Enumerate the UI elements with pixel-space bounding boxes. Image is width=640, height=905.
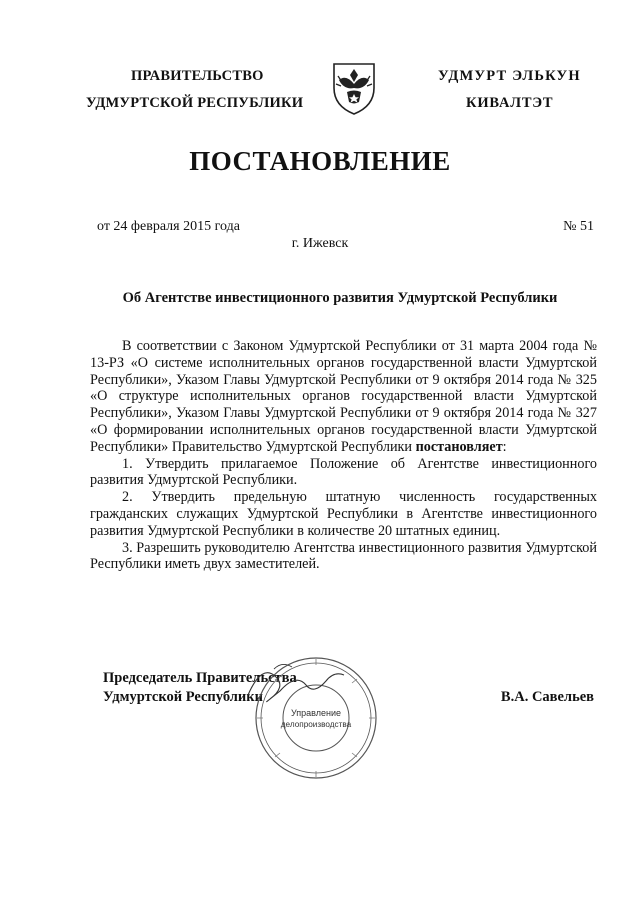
stamp-text-line2: делопроизводства [280,720,352,729]
issuer-name-ru-line2: УДМУРТСКОЙ РЕСПУБЛИКИ [86,95,304,111]
preamble-paragraph [90,338,597,456]
document-city: г. Ижевск [291,236,349,251]
decree-colon: : [502,438,507,455]
handwritten-signature [150,655,350,710]
coat-of-arms-emblem [330,60,378,116]
issuer-name-ru-line1: ПРАВИТЕЛЬСТВО [131,68,264,84]
preamble-text: В соответствии с Законом Удмуртской Республики от 31 марта 2004 года № 13-РЗ «О системе исполнительных органов государственной власти Удмуртской Республики», Указом Главы Удмуртской Республики от 9 октября 2014 года № 325 «О структуре исполнительных органов государственной власти Удмуртской Республики», Указом Главы Удмуртской Республики от 9 октября 2014 года № 327 «О формировании исполнительных органов государственной власти Удмуртской Республики» Правительство Удмуртской Республики [90,338,597,455]
issuer-name-udm-line2: КИВАЛТЭТ [466,95,554,111]
issuer-name-udm-line1: УДМУРТ ЭЛЬКУН [438,68,581,84]
document-subject: Об Агентстве инвестиционного развития Удмуртской Республики [122,290,558,306]
decree-item-1: 1. Утвердить прилагаемое Положение об Агентстве инвестиционного развития Удмуртской Республики. [90,455,597,489]
signatory-name: В.А. Савельев [500,689,594,705]
document-title: ПОСТАНОВЛЕНИЕ [189,146,451,176]
decree-item-2: 2. Утвердить предельную штатную численность государственных гражданских служащих Удмуртской Республики в Агентстве инвестиционного развития Удмуртской Республики в количестве 20 штатных единиц. [90,489,597,539]
decree-item-3: 3. Разрешить руководителю Агентства инвестиционного развития Удмуртской Республики иметь двух заместителей. [90,539,597,573]
signatory-title-line1: Председатель Правительства [103,670,297,686]
document-date: от 24 февраля 2015 года [97,219,240,234]
decree-word: постановляет [415,438,503,455]
stamp-text-line1: Управление [290,708,342,718]
signatory-title-line2: Удмуртской Республики [103,689,263,705]
document-number: № 51 [563,219,594,234]
document-body [90,338,597,573]
